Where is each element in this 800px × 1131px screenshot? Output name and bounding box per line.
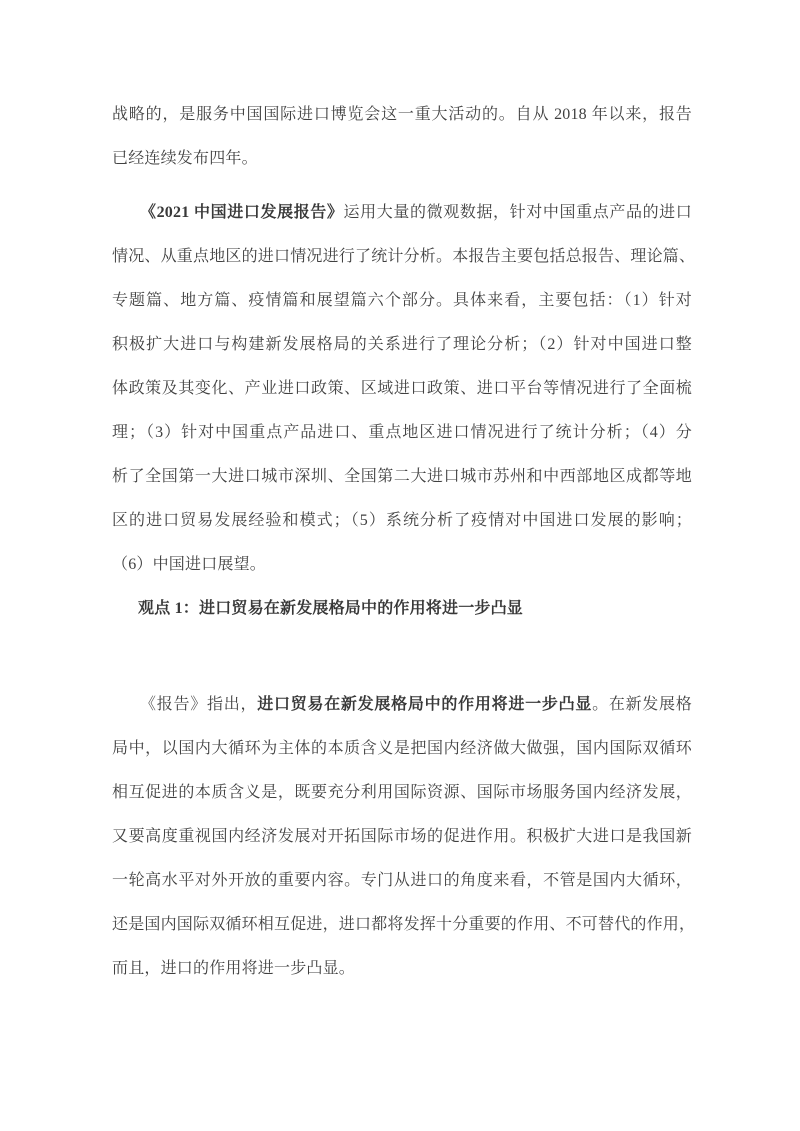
text-line: （6）中国进口展望。: [112, 556, 267, 573]
text-line: 相互促进的本质含义是，既要充分利用国际资源、国际市场服务国内经济发展，: [112, 784, 692, 801]
text-line: 又要高度重视国内经济发展对开拓国际市场的促进作用。积极扩大进口是我国新: [112, 828, 692, 845]
viewpoint-bold-statement: 进口贸易在新发展格局中的作用将进一步凸显: [257, 696, 593, 713]
text-segment: 运用大量的微观数据，针对中国重点产品的进口: [343, 204, 692, 221]
text-line: 积极扩大进口与构建新发展格局的关系进行了理论分析；（2）针对中国进口整: [112, 336, 692, 353]
text-line: 而且，进口的作用将进一步凸显。: [112, 960, 356, 977]
text-line: 体政策及其变化、产业进口政策、区域进口政策、进口平台等情况进行了全面梳: [112, 380, 692, 397]
text-line: 还是国内国际双循环相互促进，进口都将发挥十分重要的作用、不可替代的作用，: [112, 916, 696, 933]
text-line: [112, 683, 692, 727]
text-line: 已经连续发布四年。: [112, 150, 258, 167]
text-line: 理；（3）针对中国重点产品进口、重点地区进口情况进行了统计分析；（4）分: [112, 424, 692, 441]
report-title-bold: 《2021 中国进口发展报告》: [140, 204, 344, 221]
paragraph-report-overview: [112, 191, 696, 587]
text-line: [112, 191, 692, 235]
text-line: 专题篇、地方篇、疫情篇和展望篇六个部分。具体来看，主要包括：（1）针对: [112, 292, 692, 309]
text-line: 情况、从重点地区的进口情况进行了统计分析。本报告主要包括总报告、理论篇、: [112, 248, 696, 265]
text-line: 区的进口贸易发展经验和模式；（5）系统分析了疫情对中国进口发展的影响；: [112, 512, 692, 529]
text-line: 一轮高水平对外开放的重要内容。专门从进口的角度来看，不管是国内大循环，: [112, 872, 692, 889]
paragraph-viewpoint-1: [112, 683, 696, 991]
text-line: 析了全国第一大进口城市深圳、全国第二大进口城市苏州和中西部地区成都等地: [112, 468, 692, 485]
text-segment: 《报告》指出，: [140, 696, 258, 713]
paragraph-continuation: [112, 93, 692, 181]
text-segment: 。在新发展格: [592, 696, 692, 713]
text-line: 局中，以国内大循环为主体的本质含义是把国内经济做大做强，国内国际双循环: [112, 740, 692, 757]
text-line: 战略的，是服务中国国际进口博览会这一重大活动的。自从 2018 年以来，报告: [112, 106, 692, 123]
heading-viewpoint-1: 观点 1：进口贸易在新发展格局中的作用将进一步凸显: [138, 600, 524, 617]
